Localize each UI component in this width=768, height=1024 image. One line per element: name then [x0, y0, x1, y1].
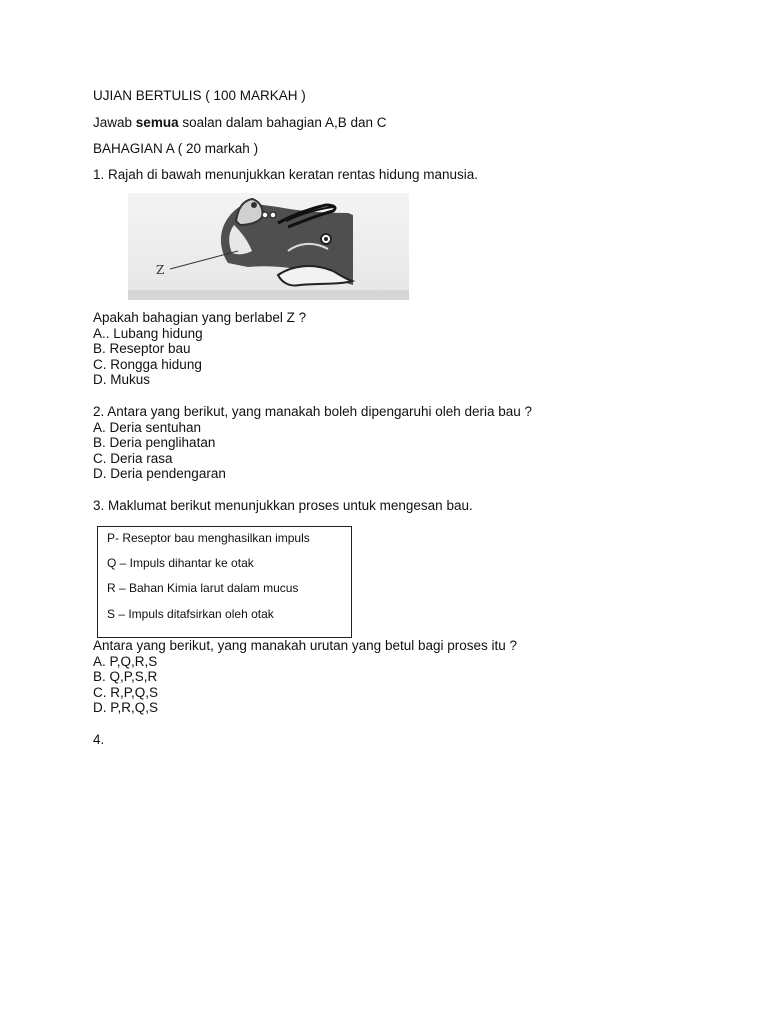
q1-option-c[interactable]: C. Rongga hidung: [93, 356, 202, 372]
q3-option-c[interactable]: C. R,P,Q,S: [93, 684, 159, 700]
question-2-text: 2. Antara yang berikut, yang manakah boleh dipengaruhi oleh deria bau ?: [93, 404, 533, 419]
bone-hole-3: [270, 212, 276, 218]
question-3-text: 3. Maklumat berikut menunjukkan proses untuk mengesan bau.: [93, 498, 473, 513]
process-step-q: Q – Impuls dihantar ke otak: [107, 556, 254, 570]
q1-option-b[interactable]: B. Reseptor bau: [93, 341, 191, 356]
q2-option-a[interactable]: A. Deria sentuhan: [93, 419, 202, 435]
z-label: Z: [156, 263, 165, 277]
sinus-dot: [324, 237, 328, 241]
q2-option-b[interactable]: B. Deria penglihatan: [93, 435, 216, 450]
question-3-answers: [93, 638, 517, 716]
question-4-number: 4.: [93, 732, 105, 747]
instruction-post: soalan dalam bahagian A,B dan C: [178, 115, 387, 130]
question-1-answers: [93, 310, 306, 388]
process-step-s: S – Impuls ditafsirkan oleh otak: [107, 607, 274, 621]
q2-option-d[interactable]: D. Deria pendengaran: [93, 466, 226, 481]
q1-option-d[interactable]: D. Mukus: [93, 372, 151, 387]
q2-option-c[interactable]: C. Deria rasa: [93, 450, 173, 466]
process-step-r: R – Bahan Kimia larut dalam mucus: [107, 581, 299, 595]
instruction-pre: Jawab: [93, 115, 133, 130]
instruction-bold: semua: [135, 115, 179, 130]
q1-option-a[interactable]: A.. Lubang hidung: [93, 325, 203, 341]
section-heading: BAHAGIAN A ( 20 markah ): [93, 141, 259, 156]
process-step-p: P- Reseptor bau menghasilkan impuls: [107, 531, 310, 545]
q3-option-d[interactable]: D. P,R,Q,S: [93, 700, 159, 715]
test-title: UJIAN BERTULIS ( 100 MARKAH ): [93, 88, 306, 103]
nose-cross-section-figure: [128, 193, 409, 300]
bone-hole-1: [251, 202, 257, 208]
q3-option-b[interactable]: B. Q,P,S,R: [93, 669, 158, 684]
question-1-text: 1. Rajah di bawah menunjukkan keratan rentas hidung manusia.: [93, 167, 478, 182]
figure-bottom-shadow: [128, 290, 409, 300]
q3-option-a[interactable]: A. P,Q,R,S: [93, 653, 158, 669]
question-3-prompt: Antara yang berikut, yang manakah urutan yang betul bagi proses itu ?: [93, 638, 518, 653]
bone-hole-2: [262, 212, 268, 218]
instruction: [93, 115, 386, 131]
process-info-box: [97, 526, 352, 638]
question-2: [93, 404, 532, 482]
question-1-prompt: Apakah bahagian yang berlabel Z ?: [93, 310, 307, 325]
